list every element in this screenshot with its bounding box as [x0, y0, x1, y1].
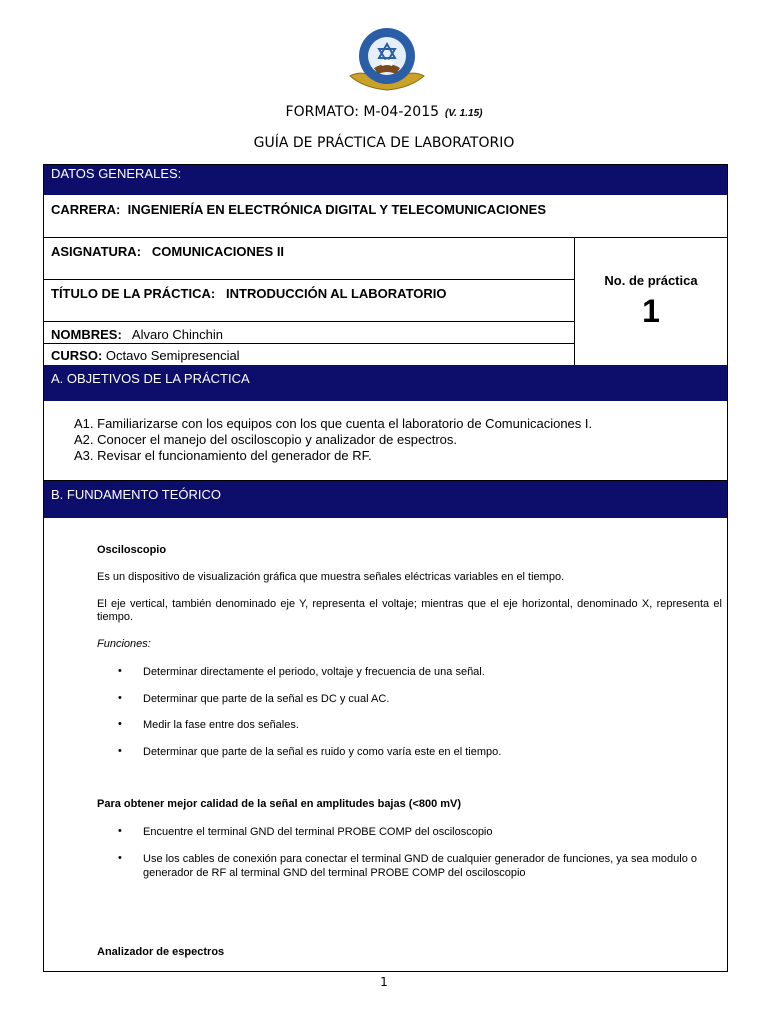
divider [44, 343, 575, 344]
format-label: FORMATO: M-04-2015 [285, 104, 440, 120]
funcion-item: Determinar directamente el periodo, voltaje y frecuencia de una señal. [143, 666, 485, 678]
carrera-label: CARRERA: [51, 202, 121, 217]
osciloscopio-paragraph-1: Es un dispositivo de visualización gráfica que muestra señales eléctricas variables en el tiempo. [97, 571, 565, 583]
format-version: (V. 1.15) [445, 108, 483, 119]
funcion-item: Determinar que parte de la señal es ruido y como varía este en el tiempo. [143, 746, 502, 758]
practice-form [43, 164, 728, 972]
university-logo [344, 24, 430, 96]
osciloscopio-paragraph-2: El eje vertical, también denominado eje Y, representa el voltaje; mientras que el eje horizontal, denominado X, representa el tiempo. [97, 598, 722, 623]
format-heading [0, 104, 768, 120]
curso-label: CURSO: [51, 348, 103, 363]
page-number: 1 [380, 975, 388, 989]
funciones-label: Funciones: [97, 638, 151, 650]
bullet-icon: • [118, 718, 122, 730]
titulo-label: TÍTULO DE LA PRÁCTICA: [51, 286, 216, 301]
objetivos-title: A. OBJETIVOS DE LA PRÁCTICA [51, 371, 250, 386]
asignatura-row [51, 244, 284, 259]
nombres-label: NOMBRES: [51, 327, 122, 342]
titulo-row [51, 286, 447, 301]
bullet-icon: • [118, 745, 122, 757]
carrera-row [51, 202, 546, 217]
bullet-icon: • [118, 665, 122, 677]
divider [44, 279, 575, 280]
carrera-value: INGENIERÍA EN ELECTRÓNICA DIGITAL Y TELECOMUNICACIONES [127, 202, 547, 217]
bullet-icon: • [118, 825, 122, 837]
divider [44, 237, 727, 238]
osciloscopio-title: Osciloscopio [97, 544, 167, 556]
divider [44, 321, 575, 322]
guide-title: GUÍA DE PRÁCTICA DE LABORATORIO [253, 135, 515, 151]
datos-generales-header [44, 165, 727, 195]
practica-number: 1 [642, 293, 660, 329]
nombres-value: Alvaro Chinchin [131, 327, 223, 342]
objetivos-header [44, 365, 727, 401]
calidad-item: Use los cables de conexión para conectar el terminal GND de cualquier generador de funciones, ya sea modulo o generador de RF al terminal GND del terminal PROBE COMP del osciloscopio [143, 853, 697, 879]
fundamento-title: B. FUNDAMENTO TEÓRICO [51, 487, 221, 502]
curso-value: Octavo Semipresencial [105, 348, 240, 363]
titulo-value: INTRODUCCIÓN AL LABORATORIO [226, 286, 447, 301]
analizador-title: Analizador de espectros [97, 946, 225, 958]
bullet-icon: • [118, 692, 122, 704]
asignatura-label: ASIGNATURA: [51, 244, 142, 259]
calidad-title: Para obtener mejor calidad de la señal en amplitudes bajas (<800 mV) [97, 798, 462, 810]
objetivo-item: A1. Familiarizarse con los equipos con los que cuenta el laboratorio de Comunicaciones I. [74, 416, 593, 431]
fundamento-header [44, 481, 727, 518]
practica-label: No. de práctica [604, 273, 698, 288]
calidad-item: Encuentre el terminal GND del terminal PROBE COMP del osciloscopio [143, 826, 493, 838]
bullet-icon: • [118, 852, 122, 864]
asignatura-value: COMUNICACIONES II [151, 244, 285, 259]
funcion-item: Medir la fase entre dos señales. [143, 719, 299, 731]
objetivo-item: A3. Revisar el funcionamiento del generador de RF. [74, 448, 372, 463]
funcion-item: Determinar que parte de la señal es DC y cual AC. [143, 693, 390, 705]
objetivo-item: A2. Conocer el manejo del osciloscopio y analizador de espectros. [74, 432, 457, 447]
datos-generales-title: DATOS GENERALES: [51, 166, 182, 181]
curso-row [51, 348, 240, 363]
nombres-row [51, 327, 223, 342]
